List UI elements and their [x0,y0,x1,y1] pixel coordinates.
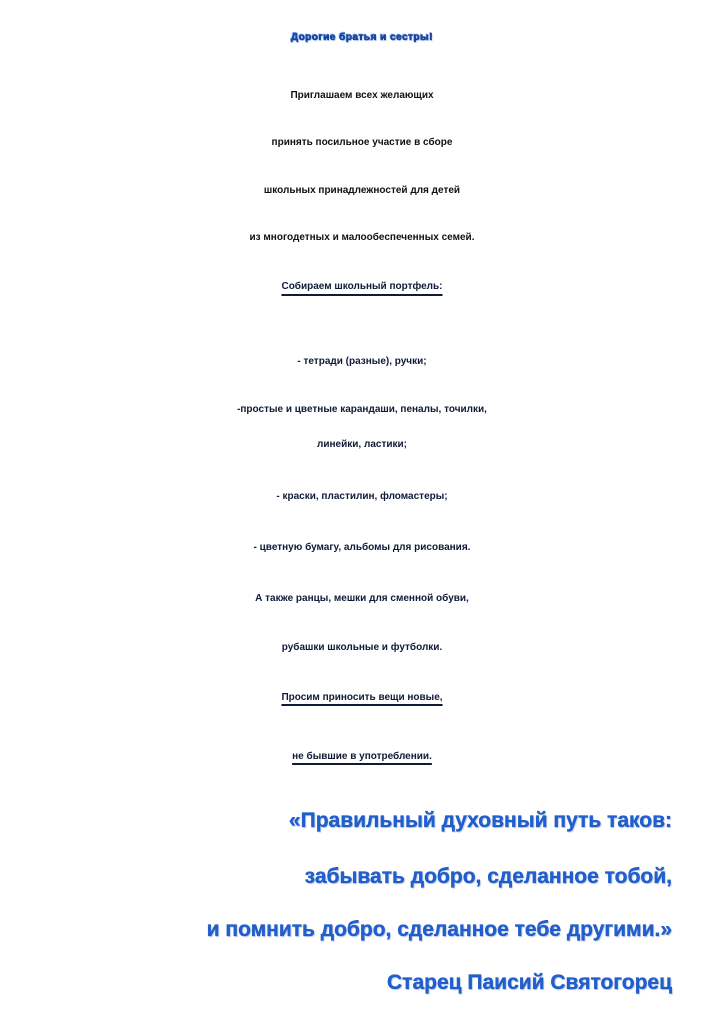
intro-line: из многодетных и малообеспеченных семей. [249,232,475,243]
quote-line: забывать добро, сделанное тобой, [304,865,672,888]
intro-line: школьных принадлежностей для детей [263,185,461,196]
flyer-title: Дорогие братья и сестры! [290,32,434,43]
supply-item: - цветную бумагу, альбомы для рисования. [253,542,471,553]
supply-item: - тетради (разные), ручки; [297,356,427,367]
supply-item: А также ранцы, мешки для сменной обуви, [255,593,469,604]
request-line: не бывшие в употреблении. [292,751,432,762]
intro-line: Приглашаем всех желающих [290,90,434,101]
quote-author: Старец Паисий Святогорец [387,971,672,994]
quote-line: «Правильный духовный путь таков: [288,809,672,832]
supply-item: линейки, ластики; [317,439,407,450]
quote-line: и помнить добро, сделанное тебе другими.» [206,918,672,941]
collection-heading: Собираем школьный портфель: [281,281,443,292]
supply-item: -простые и цветные карандаши, пеналы, точилки, [237,404,487,415]
supply-item: - краски, пластилин, фломастеры; [276,491,448,502]
supply-item: рубашки школьные и футболки. [281,642,443,653]
intro-line: принять посильное участие в сборе [271,137,453,148]
request-line: Просим приносить вещи новые, [281,692,443,703]
